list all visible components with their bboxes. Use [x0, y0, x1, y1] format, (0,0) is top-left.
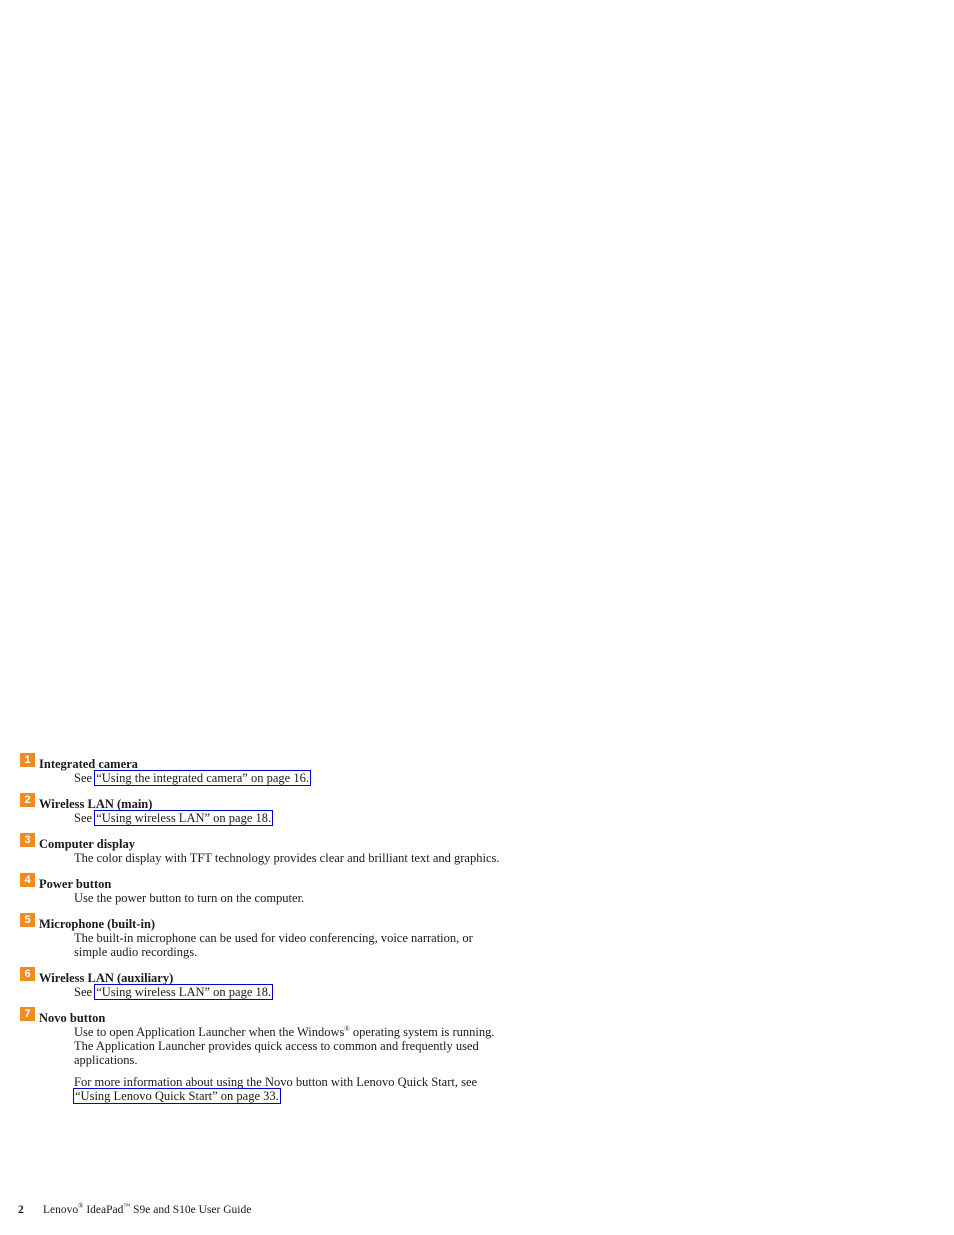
- callout-description: [74, 891, 504, 905]
- callout-number-badge: 5: [20, 913, 35, 927]
- registered-mark: ®: [78, 1202, 84, 1211]
- page-footer: [18, 1203, 251, 1217]
- callout-number-badge: 6: [20, 967, 35, 981]
- see-text: See: [74, 771, 96, 785]
- footer-title: S9e and S10e User Guide: [130, 1204, 252, 1216]
- callout-description: [74, 1025, 504, 1103]
- callout-title: Microphone (built-in): [39, 917, 156, 931]
- callout-description: [74, 811, 504, 825]
- callout-item-wireless-lan-auxiliary: [20, 967, 520, 999]
- description-text-more: [74, 1075, 504, 1103]
- description-text: Use the power button to turn on the computer.: [74, 891, 305, 905]
- callout-description: [74, 931, 504, 959]
- see-text: See: [74, 985, 96, 999]
- callout-number-badge: 7: [20, 1007, 35, 1021]
- callout-title: Computer display: [39, 837, 135, 851]
- trademark-mark: ™: [123, 1202, 131, 1211]
- footer-brand: Lenovo: [43, 1204, 79, 1216]
- callout-title: Wireless LAN (auxiliary): [39, 971, 174, 985]
- description-text: The built-in microphone can be used for video conferencing, voice narration, or simple audio recordings.: [74, 931, 473, 959]
- footer-product: IdeaPad: [83, 1204, 124, 1216]
- callout-title: Wireless LAN (main): [39, 797, 153, 811]
- callout-title: Integrated camera: [39, 757, 138, 771]
- callout-description: [74, 771, 504, 785]
- callout-number-badge: 3: [20, 833, 35, 847]
- callout-number-badge: 4: [20, 873, 35, 887]
- cross-reference-link[interactable]: “Using wireless LAN” on page 18.: [96, 811, 272, 825]
- see-text: See: [74, 811, 96, 825]
- callout-item-integrated-camera: [20, 753, 520, 785]
- callout-description: [74, 851, 504, 865]
- cross-reference-link[interactable]: “Using Lenovo Quick Start” on page 33.: [75, 1089, 279, 1103]
- registered-mark: ®: [344, 1024, 350, 1033]
- callout-number-badge: 1: [20, 753, 35, 767]
- callout-description: [74, 985, 504, 999]
- cross-reference-link[interactable]: “Using wireless LAN” on page 18.: [96, 985, 272, 999]
- description-text-a: Use to open Application Launcher when the Windows: [74, 1025, 345, 1039]
- cross-reference-link[interactable]: “Using the integrated camera” on page 16.: [96, 771, 309, 785]
- description-text: [74, 1025, 504, 1067]
- callout-title: Power button: [39, 877, 112, 891]
- callout-list: [20, 753, 520, 1111]
- callout-title: Novo button: [39, 1011, 106, 1025]
- callout-number-badge: 2: [20, 793, 35, 807]
- more-info-text: For more information about using the Novo button with Lenovo Quick Start, see: [74, 1075, 478, 1089]
- description-text-b: operating system is running. The Application Launcher provides quick access to common and frequently used applications.: [74, 1025, 495, 1067]
- page-number: 2: [18, 1204, 24, 1216]
- callout-item-power-button: [20, 873, 520, 905]
- callout-item-computer-display: [20, 833, 520, 865]
- callout-item-novo-button: [20, 1007, 520, 1103]
- callout-item-wireless-lan-main: [20, 793, 520, 825]
- callout-item-microphone: [20, 913, 520, 959]
- description-text: The color display with TFT technology provides clear and brilliant text and graphics.: [74, 851, 500, 865]
